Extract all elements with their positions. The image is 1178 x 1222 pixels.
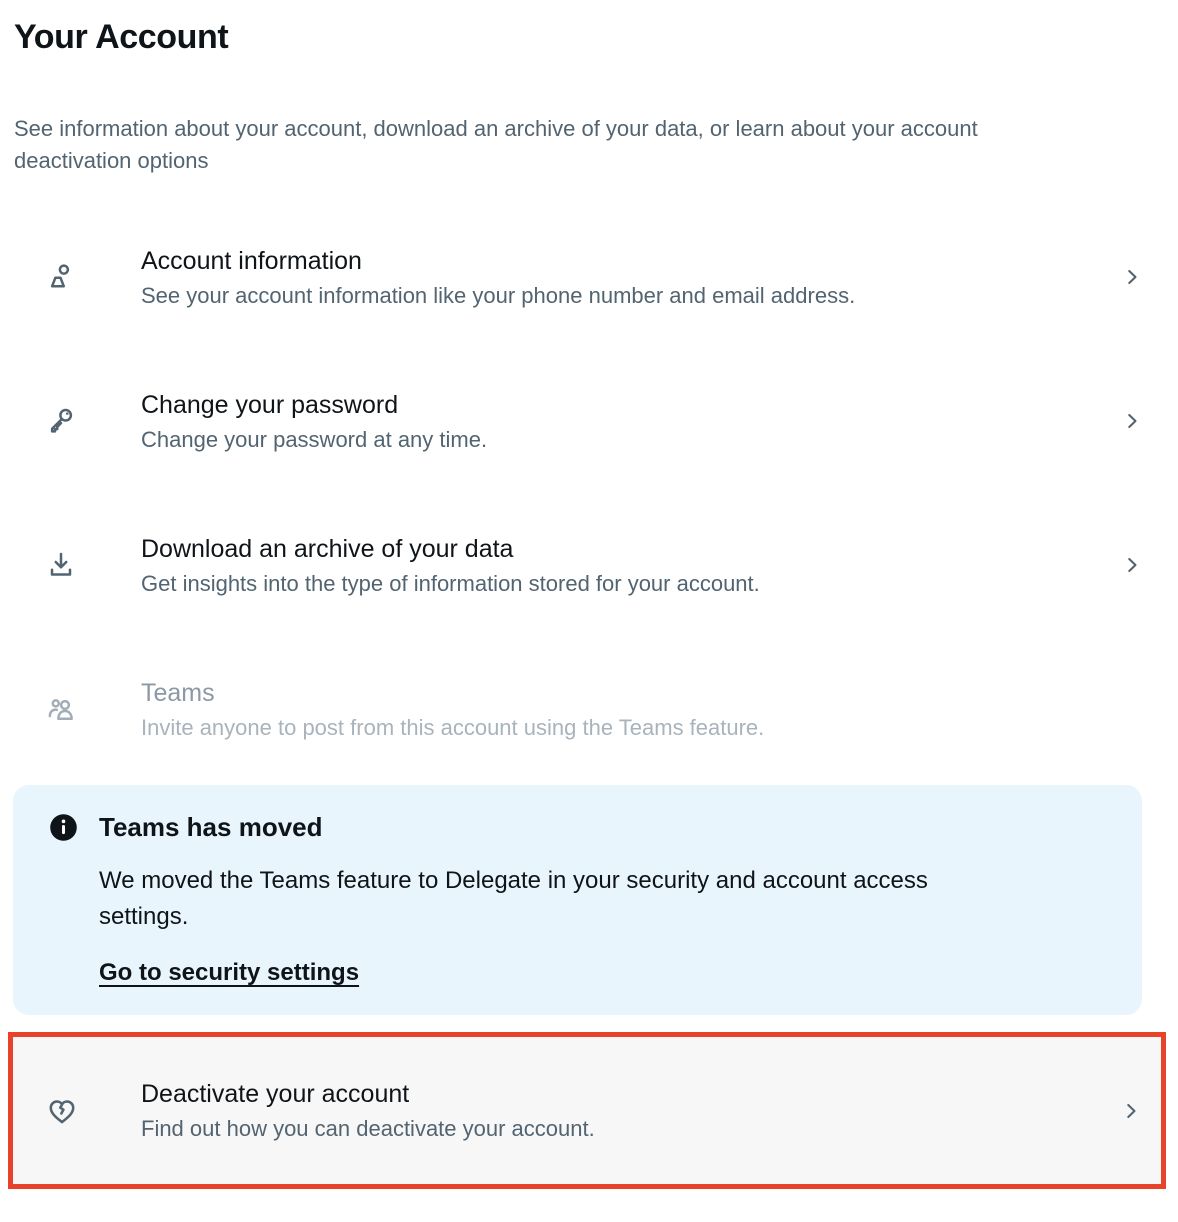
menu-item-deactivate-account[interactable]	[13, 1037, 1161, 1184]
chevron-right-icon	[1101, 1100, 1161, 1122]
menu-item-description: Get insights into the type of information stored for your account.	[141, 570, 760, 596]
notice-header	[49, 812, 1112, 843]
menu-item-title: Deactivate your account	[141, 1080, 410, 1108]
menu-item-description: See your account information like your phone number and email address.	[141, 282, 856, 308]
menu-item-teams	[0, 637, 1178, 781]
menu-item-description: Find out how you can deactivate your account.	[141, 1116, 595, 1141]
menu-item-change-password[interactable]	[0, 349, 1178, 493]
info-icon	[49, 813, 78, 842]
notice-title: Teams has moved	[99, 812, 323, 842]
go-to-security-settings-link[interactable]: Go to security settings	[99, 959, 360, 986]
menu-item-title: Account information	[141, 246, 362, 275]
key-icon	[0, 406, 141, 436]
person-icon	[0, 262, 141, 292]
download-icon	[0, 550, 141, 580]
chevron-right-icon	[1102, 266, 1162, 288]
menu-item-text	[141, 244, 1102, 311]
people-icon	[0, 694, 141, 724]
page-title: Your Account	[14, 18, 229, 56]
menu-item-text	[141, 532, 1102, 599]
menu-item-title: Teams	[141, 678, 215, 707]
menu-item-text	[141, 1077, 1101, 1144]
menu-item-download-archive[interactable]	[0, 493, 1178, 637]
account-settings-menu	[0, 205, 1178, 781]
menu-item-text	[141, 388, 1102, 455]
chevron-right-icon	[1102, 410, 1162, 432]
teams-moved-notice	[13, 785, 1142, 1015]
chevron-right-icon	[1102, 554, 1162, 576]
menu-item-text	[141, 676, 1178, 743]
page-subtitle: See information about your account, download an archive of your data, or learn about your account deactivation options	[14, 116, 978, 173]
menu-item-title: Change your password	[141, 390, 399, 419]
menu-item-title: Download an archive of your data	[141, 534, 514, 563]
deactivate-highlight-box	[8, 1032, 1166, 1189]
menu-item-description: Invite anyone to post from this account using the Teams feature.	[141, 714, 765, 740]
menu-item-description: Change your password at any time.	[141, 426, 488, 452]
broken-heart-icon	[13, 1095, 141, 1127]
notice-body: We moved the Teams feature to Delegate in your security and account access settings.	[99, 867, 928, 930]
menu-item-account-information[interactable]	[0, 205, 1178, 349]
